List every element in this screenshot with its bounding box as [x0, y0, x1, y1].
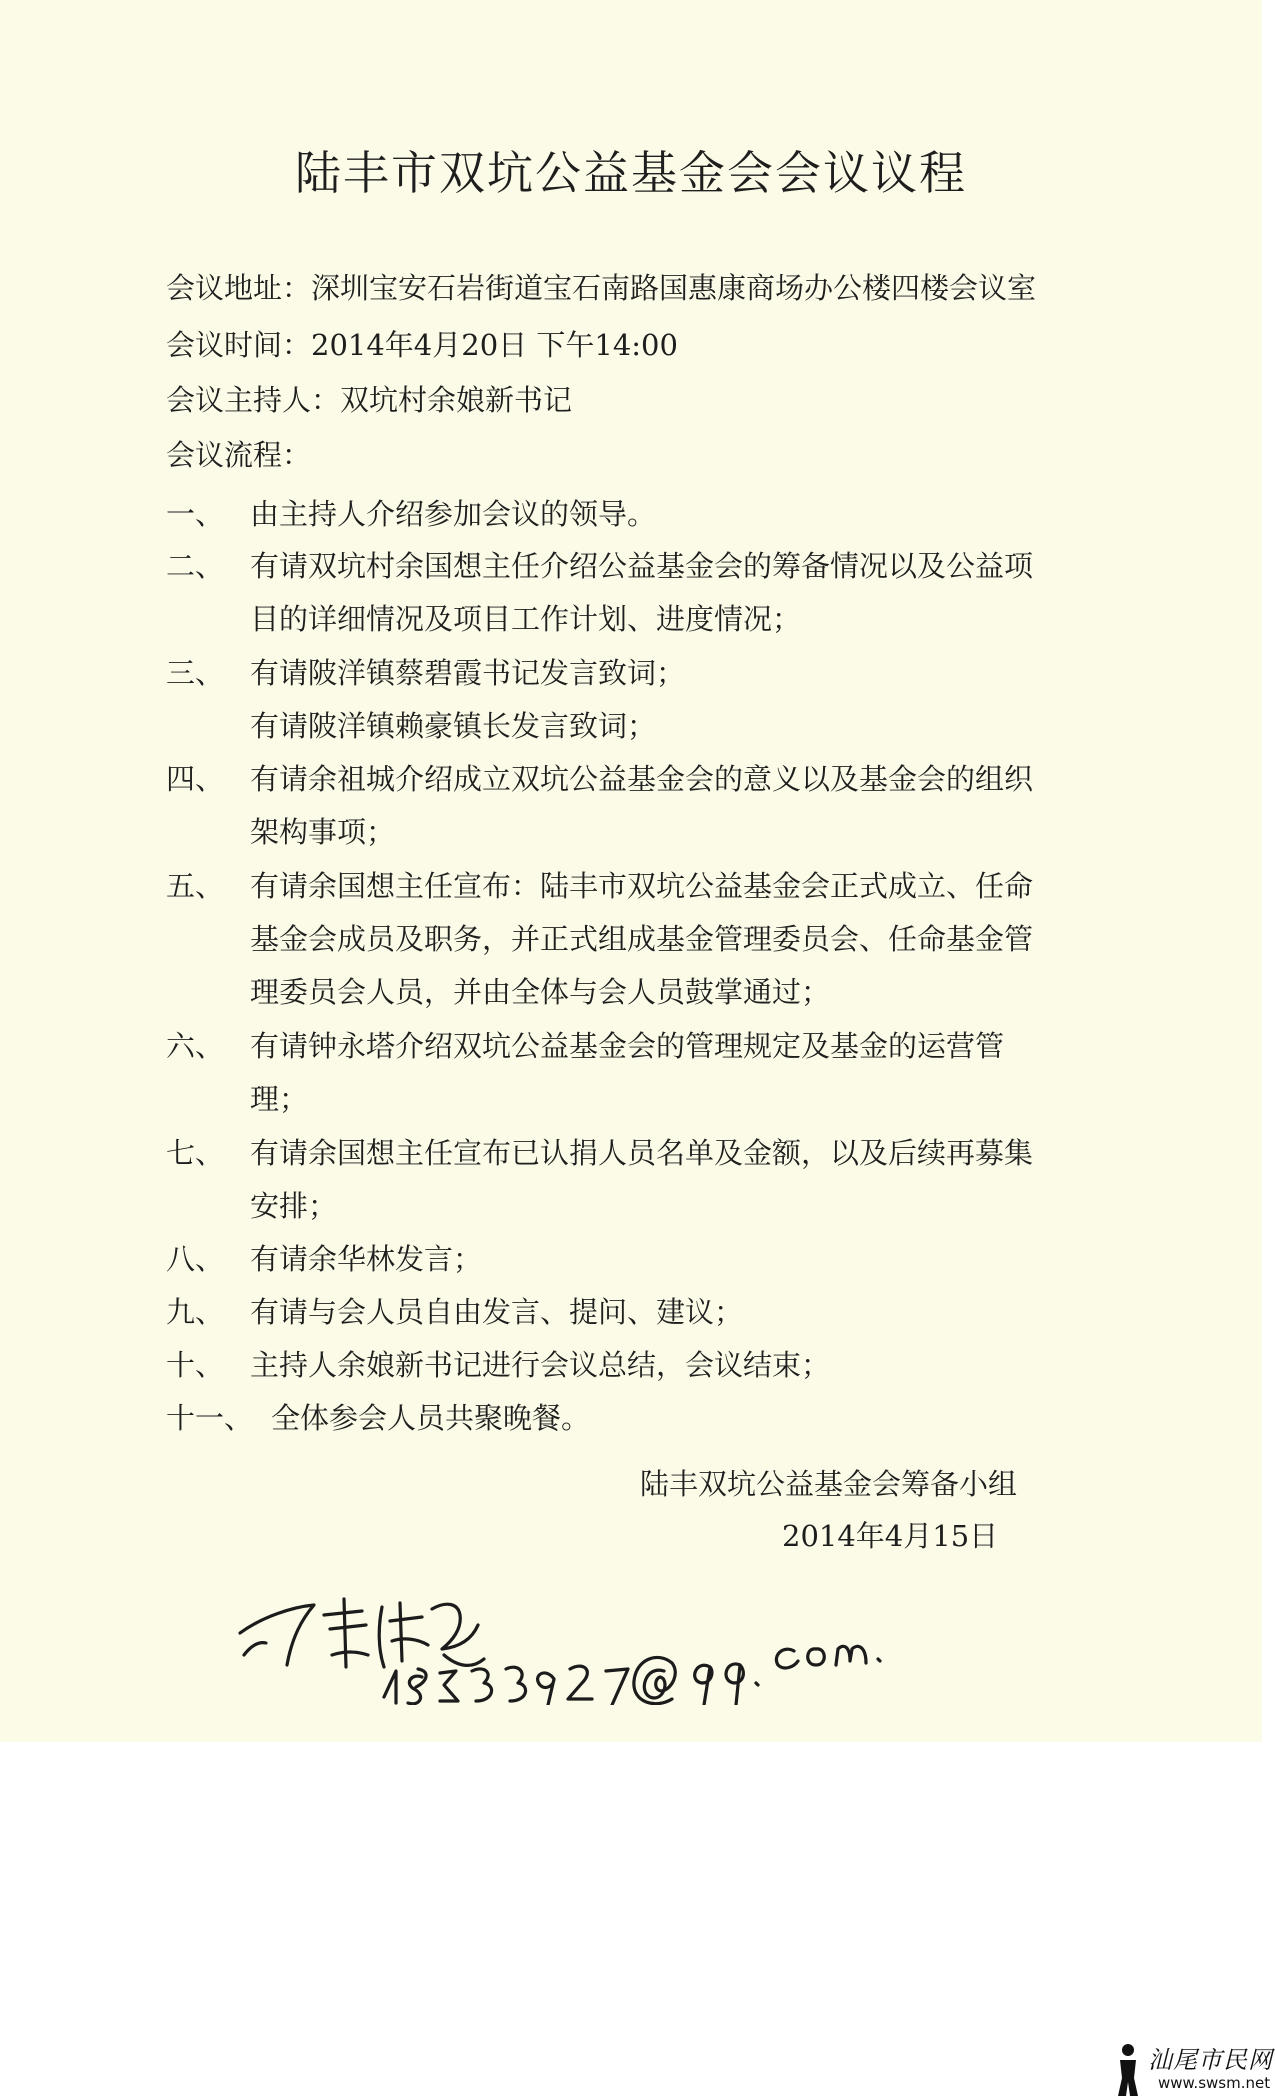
- agenda-text: 有请余国想主任宣布已认捐人员名单及金额，以及后续再募集安排；: [250, 1136, 1034, 1223]
- signature-stroke: [324, 1599, 368, 1667]
- agenda-item-8: [166, 1233, 1046, 1286]
- process-label: 会议流程：: [166, 438, 312, 472]
- note-stroke: [808, 1649, 825, 1665]
- agenda-number: 八、: [166, 1242, 225, 1276]
- note-stroke: [440, 1671, 458, 1701]
- agenda-number: 六、: [166, 1029, 225, 1063]
- meeting-host: 会议主持人：双坑村余娘新书记: [166, 383, 573, 417]
- agenda-number: 十、: [166, 1348, 225, 1382]
- agenda-item-6: [166, 1020, 1046, 1126]
- agenda-item-1: [166, 488, 1046, 541]
- agenda-number: 一、: [166, 497, 225, 531]
- agenda-text: 全体参会人员共聚晚餐。: [271, 1401, 591, 1435]
- agenda-text: 主持人余娘新书记进行会议总结，会议结束；: [250, 1348, 831, 1382]
- agenda-text: 有请余祖城介绍成立双坑公益基金会的意义以及基金会的组织架构事项；: [250, 762, 1034, 849]
- note-stroke: [472, 1669, 492, 1701]
- agenda-text-second-line: 有请陂洋镇赖豪镇长发言致词；: [250, 709, 657, 743]
- watermark-url: www.swsm.net: [1158, 2074, 1271, 2092]
- watermark-figure-icon: [1110, 2042, 1146, 2096]
- note-stroke: [776, 1649, 798, 1668]
- agenda-text: 有请双坑村余国想主任介绍公益基金会的筹备情况以及公益项目的详细情况及项目工作计划、进度情况；: [250, 549, 1034, 636]
- agenda-number: 二、: [166, 549, 225, 583]
- agenda-item-7: [166, 1127, 1046, 1233]
- signature-stroke: [379, 1603, 428, 1667]
- note-stroke: [506, 1667, 526, 1701]
- agenda-number: 十一、: [166, 1401, 254, 1435]
- note-stroke: [756, 1683, 758, 1685]
- agenda-number: 九、: [166, 1295, 225, 1329]
- agenda-text: 有请余华林发言；: [250, 1242, 483, 1276]
- site-watermark: [1110, 2040, 1273, 2098]
- agenda-item-4: [166, 753, 1046, 859]
- agenda-number: 五、: [166, 869, 225, 903]
- agenda-item-2: [166, 540, 1046, 646]
- note-stroke: [538, 1673, 554, 1705]
- agenda-text: 有请陂洋镇蔡碧霞书记发言致词；: [250, 656, 686, 690]
- note-stroke: [408, 1669, 426, 1704]
- signature-stroke: [244, 1643, 266, 1655]
- agenda-item-10: [166, 1339, 1046, 1392]
- note-stroke: [384, 1671, 396, 1703]
- note-stroke: [836, 1646, 866, 1665]
- handwritten-signature: [232, 1555, 952, 1705]
- agenda-number: 七、: [166, 1136, 225, 1170]
- agenda-item-9: [166, 1286, 1046, 1339]
- note-stroke: [606, 1669, 628, 1705]
- agenda-text: 由主持人介绍参加会议的领导。: [250, 497, 657, 531]
- signature-stroke: [240, 1605, 314, 1665]
- note-stroke: [878, 1659, 880, 1661]
- agenda-text: 有请钟永塔介绍双坑公益基金会的管理规定及基金的运营管理；: [250, 1029, 1005, 1116]
- note-stroke: [634, 1657, 675, 1703]
- agenda-text: 有请与会人员自由发言、提问、建议；: [250, 1295, 744, 1329]
- agenda-number: 三、: [166, 656, 225, 690]
- agenda-item-3: [166, 647, 1046, 753]
- agenda-item-11: [166, 1392, 1046, 1445]
- signature-date: 2014年4月15日: [782, 1519, 999, 1553]
- note-stroke: [726, 1664, 743, 1705]
- agenda-text: 有请余国想主任宣布：陆丰市双坑公益基金会正式成立、任命基金会成员及职务，并正式组成基金管理委员会、任命基金管理委员会人员，并由全体与会人员鼓掌通过；: [250, 869, 1034, 1009]
- watermark-text: 汕尾市民网: [1148, 2046, 1273, 2074]
- meeting-location: 会议地址：深圳宝安石岩街道宝石南路国惠康商场办公楼四楼会议室: [166, 271, 1037, 305]
- signature-organization: 陆丰双坑公益基金会筹备小组: [640, 1467, 1018, 1501]
- signature-stroke: [432, 1604, 484, 1665]
- note-stroke: [695, 1665, 712, 1705]
- agenda-item-5: [166, 860, 1046, 1019]
- note-stroke: [568, 1666, 592, 1699]
- agenda-number: 四、: [166, 762, 225, 796]
- meeting-time: 会议时间：2014年4月20日 下午14:00: [166, 328, 678, 362]
- document-title: 陆丰市双坑公益基金会会议议程: [295, 146, 967, 200]
